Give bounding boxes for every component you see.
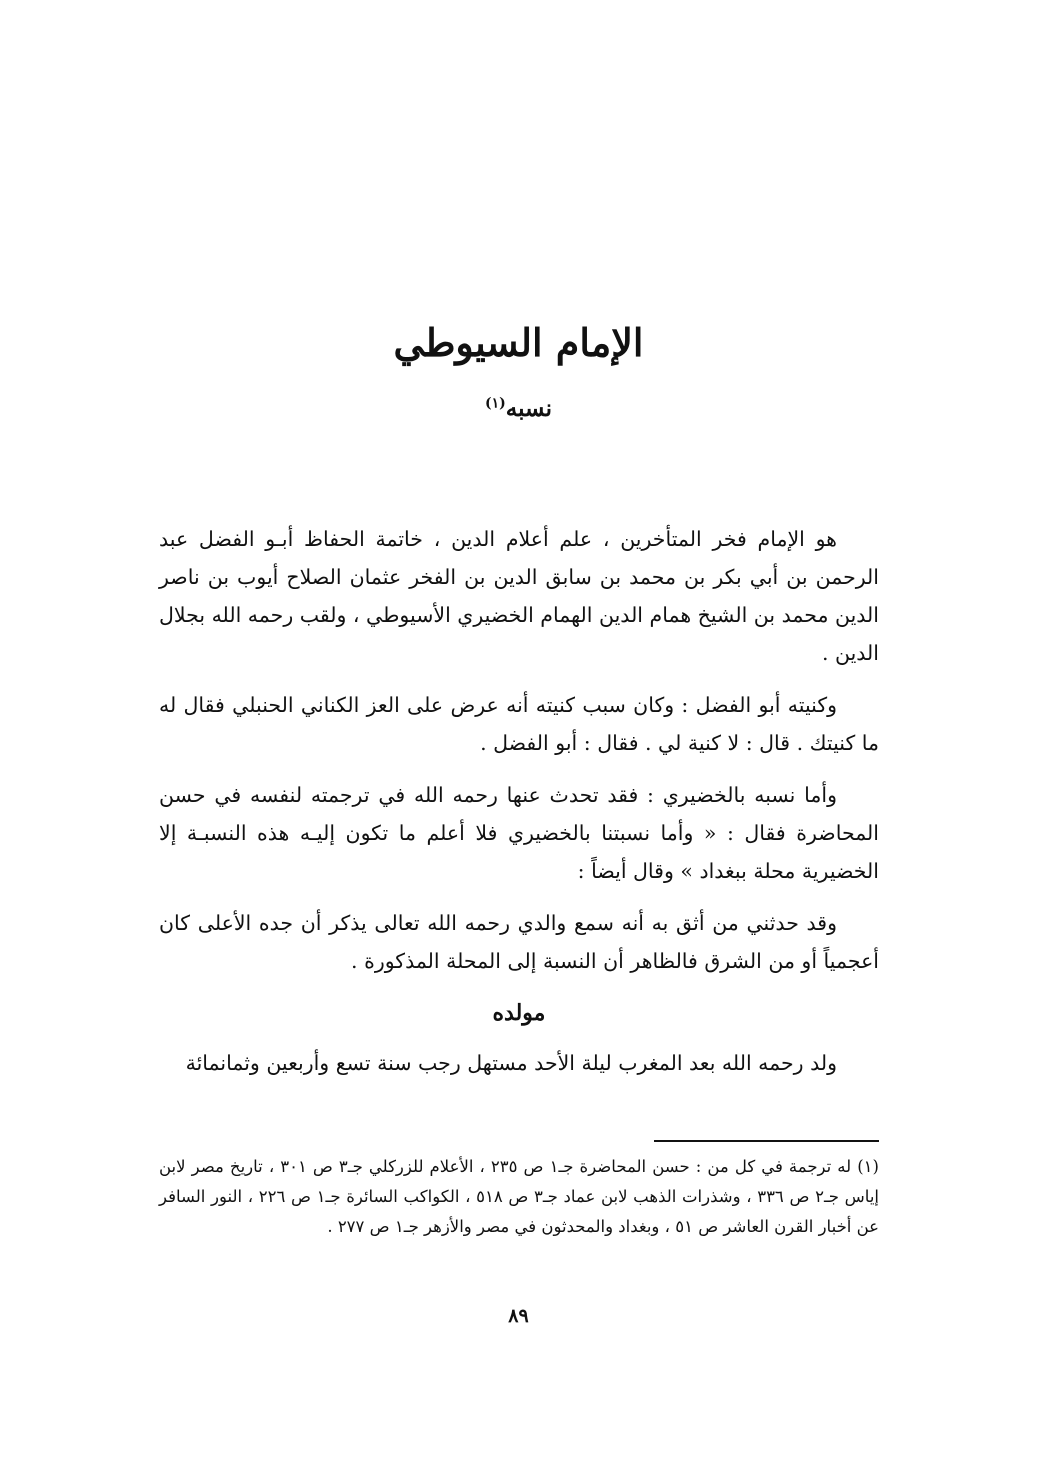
page-title: الإمام السيوطي (393, 320, 644, 365)
paragraph-ancestor: وقد حدثني من أثق به أنه سمع والدي رحمه الله تعالى يذكر أن جده الأعلى كان أعجمياً أو من الشرق فالظاهر أن النسبة إلى المحلة المذكورة . (159, 911, 879, 973)
lineage-heading-text: نسبه (505, 395, 552, 422)
main-text (159, 520, 879, 1096)
footnote-divider (654, 1140, 879, 1142)
page-number: ٨٩ (508, 1305, 529, 1327)
lineage-heading (0, 395, 1037, 422)
footnote: (١) له ترجمة في كل من : حسن المحاضرة جـ١ ص ٢٣٥ ، الأعلام للزركلي جـ٣ ص ٣٠١ ، تاريخ مصر لابن إياس جـ٢ ص ٣٣٦ ، وشذرات الذهب لابن عماد جـ٣ ص ٥١٨ ، الكواكب السائرة جـ١ ص ٢٢٦ ، النور السافر عن أخبار القرن العاشر ص ٥١ ، وبغداد والمحدثون في مصر والأزهر جـ١ ص ٢٧٧ . (159, 1157, 879, 1236)
birth-heading: مولده (492, 1000, 546, 1026)
paragraph-birth: ولد رحمه الله بعد المغرب ليلة الأحد مستهل رجب سنة تسع وأربعين وثمانمائة (185, 1051, 837, 1075)
footnote-ref: (١) (485, 395, 506, 412)
paragraph-khudayri: وأما نسبه بالخضيري : فقد تحدث عنها رحمه الله في ترجمته لنفسه في حسن المحاضرة فقال : « وأما نسبتنا بالخضيري فلا أعلم ما تكون إليـه هذه النسبـة إلا الخضيرية محلة ببغداد » وقال أيضاً : (159, 783, 879, 883)
paragraph-kunya: وكنيته أبو الفضل : وكان سبب كنيته أنه عرض على العز الكناني الحنبلي فقال له ما كنيتك . قال : لا كنية لي . فقال : أبو الفضل . (159, 693, 879, 755)
paragraph-lineage: هو الإمام فخر المتأخرين ، علم أعلام الدين ، خاتمة الحفاظ أبـو الفضل عبد الرحمن بن أبي بكر بن محمد بن سابق الدين بن الفخر عثمان الصلاح أيوب بن ناصر الدين محمد بن الشيخ همام الدين الهمام الخضيري الأسيوطي ، ولقب رحمه الله بجلال الدين . (158, 527, 879, 665)
